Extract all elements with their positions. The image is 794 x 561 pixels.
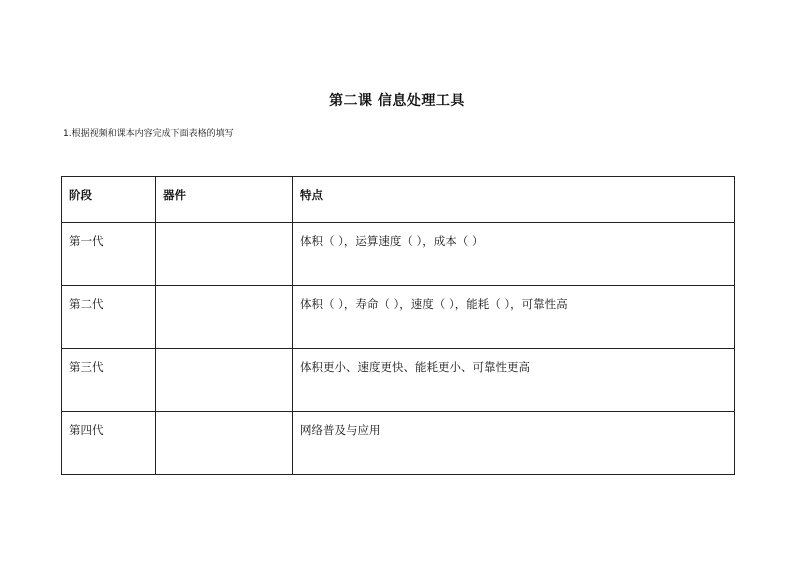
- page-title: 第二课 信息处理工具: [329, 93, 465, 109]
- table-row: [62, 223, 735, 286]
- stage-cell: 第一代: [62, 223, 156, 286]
- instruction-text: 1.根据视频和课本内容完成下面表格的填写: [63, 129, 234, 139]
- header-stage: 阶段: [62, 177, 156, 223]
- features-cell: 体积（ ），运算速度（ ），成本（ ）: [293, 223, 735, 286]
- features-cell: 体积更小、速度更快、能耗更小、可靠性更高: [293, 349, 735, 412]
- device-cell[interactable]: [156, 349, 293, 412]
- header-device: 器件: [156, 177, 293, 223]
- table-row: [62, 349, 735, 412]
- device-cell[interactable]: [156, 412, 293, 475]
- header-features: 特点: [293, 177, 735, 223]
- features-cell: 网络普及与应用: [293, 412, 735, 475]
- table-header-row: [62, 177, 735, 223]
- stage-cell: 第三代: [62, 349, 156, 412]
- stage-cell: 第四代: [62, 412, 156, 475]
- stage-cell: 第二代: [62, 286, 156, 349]
- table-row: [62, 286, 735, 349]
- table-row: [62, 412, 735, 475]
- features-cell: 体积（ ），寿命（ ），速度（ ），能耗（ ），可靠性高: [293, 286, 735, 349]
- generation-table: [61, 176, 735, 475]
- device-cell[interactable]: [156, 286, 293, 349]
- device-cell[interactable]: [156, 223, 293, 286]
